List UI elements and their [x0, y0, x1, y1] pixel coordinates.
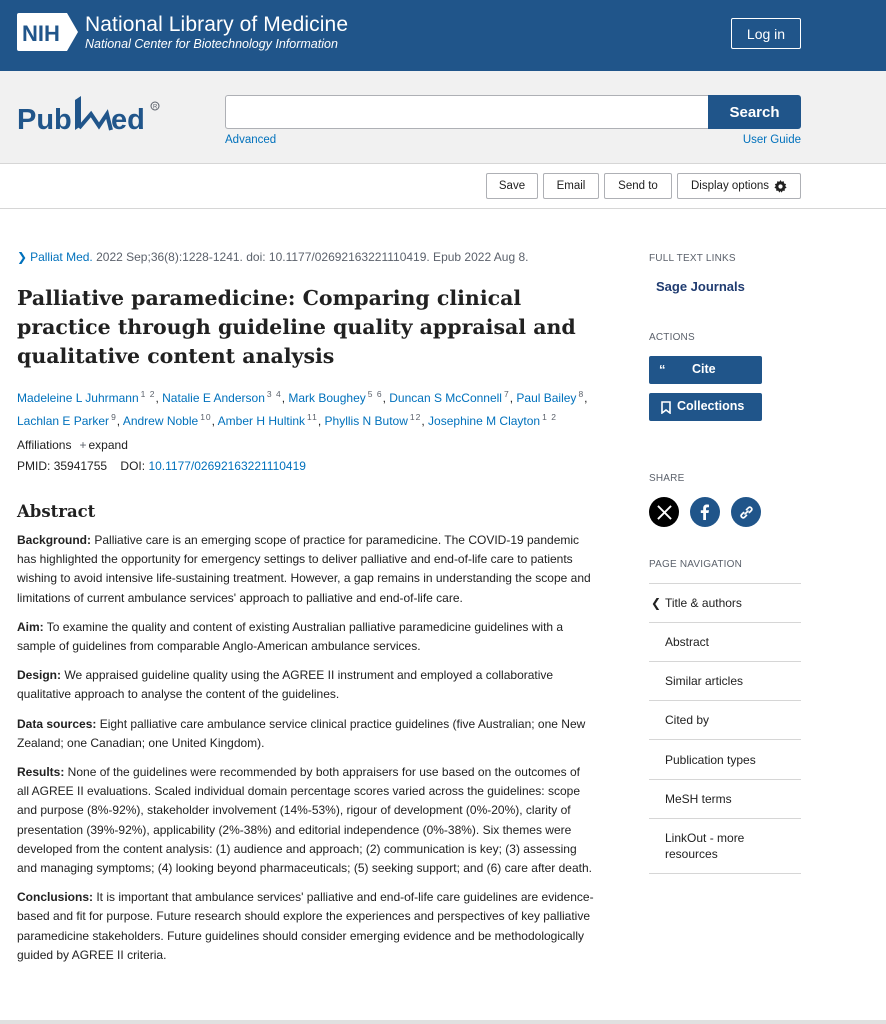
citation-details: 2022 Sep;36(8):1228-1241. doi: 10.1177/02692163221110419. Epub 2022 Aug 8. [92, 250, 529, 264]
pubmed-logo[interactable] [17, 92, 167, 142]
abstract-section-label: Aim: [17, 619, 44, 634]
abstract-section [17, 531, 595, 608]
display-options-button[interactable] [677, 173, 801, 199]
x-logo-icon [657, 505, 672, 520]
bottom-border [0, 1020, 886, 1024]
abstract-section [17, 666, 595, 704]
facebook-share-button[interactable] [690, 497, 720, 527]
affiliation-numbers[interactable]: 1 2 [542, 412, 557, 422]
affiliation-numbers[interactable]: 5 6 [367, 389, 383, 399]
nih-logo[interactable] [17, 13, 79, 51]
user-guide-link[interactable]: User Guide [742, 134, 801, 146]
abstract-section-text: Palliative care is an emerging scope of practice for paramedicine. The COVID-19 pandemic has highlighted the opportunity for emergency settings to deliver palliative and end-of-life care to patients wishing to avoid intensive life-sustaining treatment. However, a gap remains in understanding the scope and limitations of current ambulance services' approach to palliative and end-of-life care. [17, 533, 591, 605]
author-list: Madeleine L Juhrmann $^{1 2}$, Natalie E Anderson $^{3 4}$, Mark Boughey $^{5 6}$, Duncan S McConnell $^7$, Paul Bailey $^8$, Lachlan E Parker $^9$, Andrew Noble $^{10}$, Amber H Hultink $^{11}$, Phyllis N Butow $^{12}$, Josephine M Clayton $^{1 2}$ [17, 389, 588, 428]
advanced-search-link[interactable]: Advanced [225, 134, 277, 146]
x-share-button[interactable] [649, 497, 679, 527]
page-nav-item[interactable] [649, 819, 801, 874]
quote-icon: “ [659, 362, 666, 377]
page-nav-item-label: Abstract [665, 635, 710, 649]
collections-button[interactable] [649, 393, 762, 421]
chevron-left-icon: ❮ [651, 596, 662, 610]
identifiers-row [17, 458, 595, 475]
facebook-icon [698, 504, 712, 520]
copy-link-button[interactable] [731, 497, 761, 527]
article-main [17, 249, 595, 965]
abstract-section [17, 888, 595, 965]
abstract-section [17, 715, 595, 753]
author-link[interactable]: Andrew Noble [122, 414, 199, 428]
page-navigation-label: PAGE NAVIGATION [649, 559, 743, 570]
nih-subtitle: National Center for Biotechnology Information [85, 37, 338, 51]
abstract-section-text: We appraised guideline quality using the AGREE II instrument and employed a collaborative qualitative approach to analyse the content of the guidelines. [17, 668, 554, 702]
nih-logo-text: NIH [22, 21, 60, 46]
page-nav-item-label: Publication types [665, 752, 756, 767]
login-button[interactable]: Log in [731, 18, 801, 49]
author-link[interactable]: Phyllis N Butow [324, 414, 408, 428]
author-link[interactable]: Duncan S McConnell [389, 391, 502, 405]
display-options-label: Display options [691, 180, 769, 192]
plus-icon[interactable]: + [79, 438, 87, 452]
doi-label: DOI: [120, 459, 146, 473]
save-button[interactable]: Save [486, 173, 538, 199]
affiliation-numbers[interactable]: 3 4 [266, 389, 282, 399]
author-link[interactable]: Amber H Hultink [217, 414, 306, 428]
affiliation-numbers[interactable]: 12 [409, 412, 422, 422]
abstract-heading: Abstract [17, 502, 96, 521]
chevron-right-icon[interactable]: ❯ [17, 250, 28, 264]
email-button[interactable]: Email [543, 173, 599, 199]
affiliation-numbers[interactable]: 7 [503, 389, 510, 399]
actions-label: ACTIONS [649, 332, 695, 343]
abstract-section-label: Results: [17, 765, 65, 780]
nih-banner [0, 0, 886, 71]
share-label: SHARE [649, 473, 685, 484]
link-icon [739, 505, 754, 520]
author-link[interactable]: Josephine M Clayton [428, 414, 541, 428]
abstract-section-label: Design: [17, 668, 62, 683]
author-link[interactable]: Mark Boughey [288, 391, 366, 405]
search-area [0, 71, 886, 164]
pmid-value: 35941755 [53, 459, 108, 473]
svg-text:R: R [153, 104, 158, 111]
author-link[interactable]: Lachlan E Parker [17, 414, 110, 428]
affiliation-numbers[interactable]: 11 [307, 412, 318, 422]
abstract-section-text: Eight palliative care ambulance service clinical practice guidelines (five Australian; one New Zealand; one Canadian; one United Kingdom). [17, 716, 586, 750]
abstract-section-label: Background: [17, 533, 92, 547]
page-nav-item[interactable] [649, 701, 801, 740]
page-nav-item-label: Cited by [665, 713, 710, 727]
cite-button[interactable] [649, 356, 762, 384]
page-nav-item[interactable] [649, 662, 801, 701]
doi-link[interactable]: 10.1177/02692163221110419 [148, 459, 306, 473]
bookmark-icon [661, 401, 671, 414]
affiliations-row [17, 437, 595, 454]
author-link[interactable]: Paul Bailey [516, 391, 577, 405]
collections-label: Collections [677, 399, 745, 413]
page-nav-item[interactable] [649, 584, 801, 623]
journal-link[interactable]: Palliat Med. [30, 250, 93, 264]
affiliation-numbers[interactable]: 9 [111, 412, 117, 422]
page-nav-item-label: LinkOut - more resources [665, 831, 745, 861]
cite-label: Cite [692, 362, 716, 376]
abstract-section-label: Conclusions: [17, 890, 94, 905]
article-title: Palliative paramedicine: Comparing clinical practice through guideline quality appraisal and qualitative content analysis [17, 286, 576, 368]
affiliation-numbers[interactable]: 1 2 [140, 389, 156, 399]
page-nav-item-label: Similar articles [665, 674, 744, 688]
page-nav-item[interactable] [649, 740, 801, 780]
abstract-section-text: To examine the quality and content of existing Australian palliative paramedicine guidelines with a sample of guidelines from comparable Anglo-American ambulance services. [17, 619, 564, 654]
author-link[interactable]: Madeleine L Juhrmann [17, 391, 139, 405]
sage-journals-link[interactable]: Sage Journals [656, 279, 745, 294]
nih-title[interactable]: National Library of Medicine [85, 13, 349, 36]
svg-text:ed: ed [111, 104, 145, 136]
page-nav-item[interactable] [649, 780, 801, 819]
expand-affiliations-button[interactable]: expand [88, 438, 128, 452]
page-nav-item[interactable] [649, 623, 801, 662]
abstract-section-label: Data sources: [17, 716, 97, 731]
citation-line [17, 249, 595, 265]
page-nav-item-label: MeSH terms [665, 792, 732, 806]
abstract-section-text: None of the guidelines were recommended by both appraisers for use based on the outcomes of all AGREE II evaluations. Scaled individual domain percentage scores varied across the guidelines: scope and purpose (8%-92%), stakeholder involvement (14%-53%), rigour of development (0%-20%), clarity of presentation (39%-92%), applicability (2%-38%) and editorial independence (0%-38%). Six themes were developed from the content analysis: (1) audience and approach; (2) communication is key; (3) assessing and managing symptoms; (4) looking beyond pharmaceuticals; (5) seeking support; and (6) care after death. [17, 765, 592, 876]
affiliation-numbers[interactable]: 10 [200, 412, 212, 422]
article-toolbar [0, 164, 886, 209]
page-navigation-list [649, 583, 801, 874]
abstract-section [17, 618, 595, 656]
affiliation-numbers[interactable]: 8 [578, 389, 585, 399]
abstract-section-text: It is important that ambulance services' palliative and end-of-life care guidelines are evidence-based and fit for purpose. Future research should explore the experiences and perspectives of key palliative paramedicine stakeholders. Future guidelines should consider emerging evidence and be methodologically guided by AGREE II criteria. [17, 890, 594, 962]
full-text-links-label: FULL TEXT LINKS [649, 253, 736, 264]
search-input[interactable] [225, 95, 709, 129]
affiliations-label: Affiliations [17, 438, 72, 452]
page-nav-item-label: Title & authors [665, 596, 742, 610]
abstract-section [17, 763, 595, 878]
abstract-body [17, 531, 595, 965]
gear-icon [774, 180, 787, 193]
author-link[interactable]: Natalie E Anderson [162, 391, 265, 405]
search-button[interactable]: Search [708, 95, 801, 129]
send-to-button[interactable]: Send to [604, 173, 672, 199]
svg-text:Pub: Pub [17, 104, 72, 136]
pmid-label: PMID: [17, 459, 51, 473]
